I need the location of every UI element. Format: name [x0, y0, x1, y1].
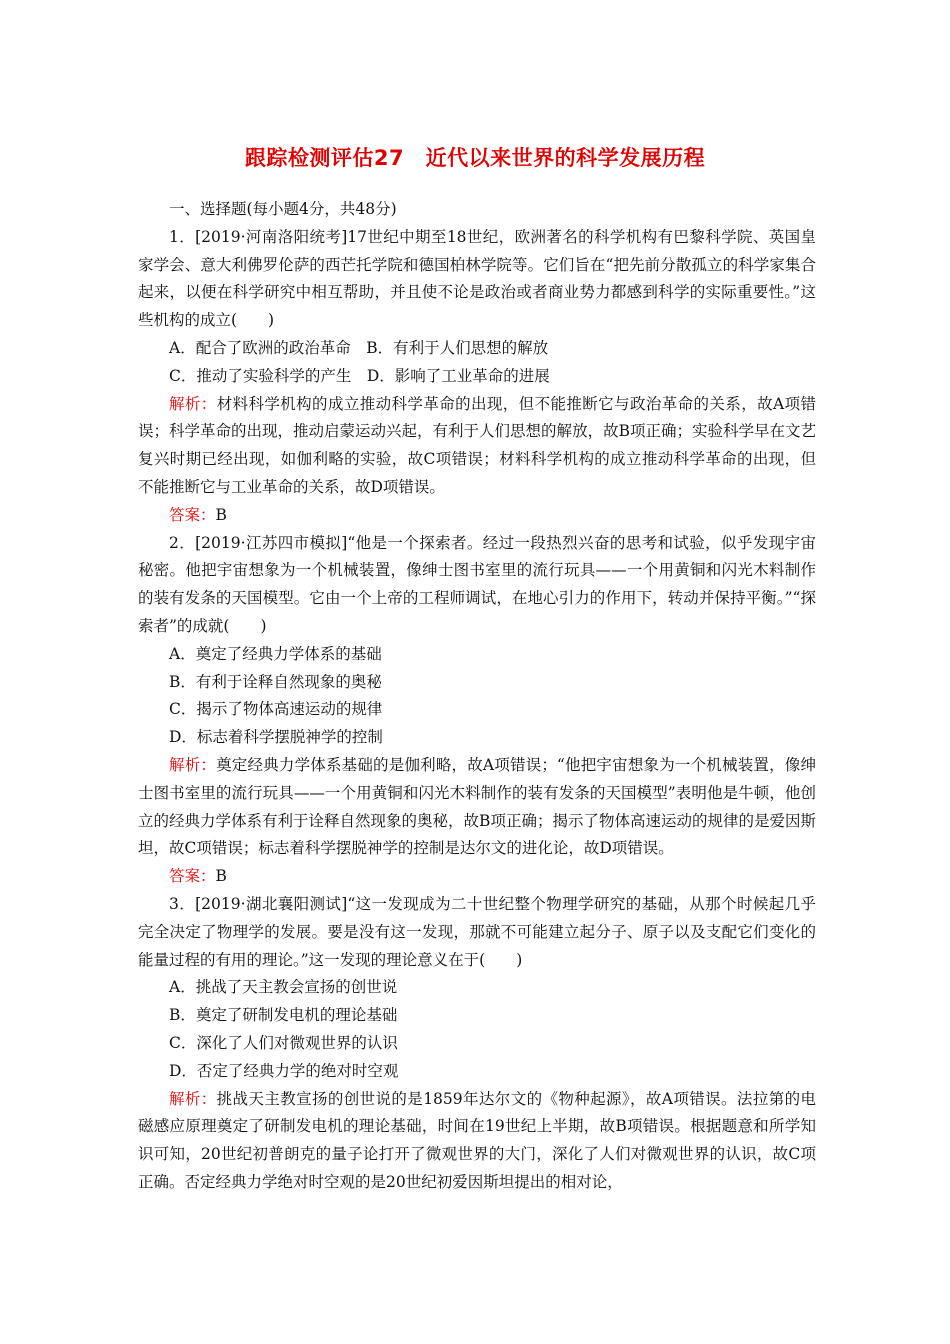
question-1-options-cd: C．推动了实验科学的产生 D．影响了工业革命的进展: [169, 366, 550, 385]
question-1-options-ab: A．配合了欧洲的政治革命 B．有利于人们思想的解放: [169, 338, 549, 357]
question-2-option-c: C．揭示了物体高速运动的规律: [169, 700, 383, 719]
question-2-option-d: D．标志着科学摆脱神学的控制: [169, 728, 383, 747]
page-title: 跟踪检测评估27 近代以来世界的科学发展历程: [244, 146, 706, 170]
question-1-answer: [138, 502, 816, 530]
answer-label: 答案：: [169, 867, 216, 886]
question-1-answer-value: B: [215, 505, 227, 524]
question-3-analysis-text: 挑战天主教宣扬的创世说的是1859年达尔文的《物种起源》，故A项错误。法拉第的电磁感应原理奠定了研制发电机的理论基础，时间在19世纪上半期，故B项错误。根据题意和所学知识可知，20世纪初普朗克的量子论打开了微观世界的大门，深化了人们对微观世界的认识，故C项正确。否定经典力学绝对时空观的是20世纪初爱因斯坦提出的相对论，: [138, 1089, 816, 1191]
analysis-label: 解析：: [169, 394, 217, 413]
section-heading: 一、选择题(每小题4分，共48分): [169, 200, 397, 218]
document-body: [138, 196, 816, 1197]
question-3-option-c: C．深化了人们对微观世界的认识: [169, 1033, 398, 1052]
question-2-answer: [138, 863, 816, 891]
question-3-option-b: B．奠定了研制发电机的理论基础: [169, 1006, 398, 1025]
analysis-label: 解析：: [169, 1089, 217, 1108]
question-3-option-d: D．否定了经典力学的绝对时空观: [169, 1061, 399, 1080]
question-1-analysis: [138, 391, 816, 502]
question-1-analysis-text: 材料科学机构的成立推动科学革命的出现，但不能推断它与政治革命的关系，故A项错误；科学革命的出现，推动启蒙运动兴起，有利于人们思想的解放，故B项正确；实验科学早在文艺复兴时期已经出现，如伽利略的实验，故C项错误；材料科学机构的成立推动科学革命的出现，但不能推断它与工业革命的关系，故D项错误。: [138, 394, 816, 496]
question-3-stem: 3．[2019·湖北襄阳测试]“这一发现成为二十世纪整个物理学研究的基础，从那个时候起几乎完全决定了物理学的发展。要是没有这一发现，那就不可能建立起分子、原子以及支配它们变化的能量过程的有用的理论。”这一发现的理论意义在于( ): [138, 894, 816, 969]
analysis-label: 解析：: [169, 755, 217, 774]
question-2-stem: 2．[2019·江苏四市模拟]“他是一个探索者。经过一段热烈兴奋的思考和试验，似乎发现宇宙秘密。他把宇宙想象为一个机械装置，像绅士图书室里的流行玩具——一个用黄铜和闪光木料制作的装有发条的天国模型。它由一个上帝的工程师调试，在地心引力的作用下，转动并保持平衡。”“探索者”的成就( ): [138, 533, 816, 635]
question-3-option-a: A．挑战了天主教会宣扬的创世说: [169, 978, 398, 997]
question-1-stem: 1．[2019·河南洛阳统考]17世纪中期至18世纪，欧洲著名的科学机构有巴黎科学院、英国皇家学会、意大利佛罗伦萨的西芒托学院和德国柏林学院等。它们旨在“把先前分散孤立的科学家集合起来，以便在科学研究中相互帮助，并且使不论是政治或者商业势力都感到科学的实际重要性。”这些机构的成立( ): [138, 227, 816, 330]
question-2-option-b: B．有利于诠释自然现象的奥秘: [169, 672, 382, 691]
question-2-analysis-text: 奠定经典力学体系基础的是伽利略，故A项错误；“他把宇宙想象为一个机械装置，像绅士图书室里的流行玩具——一个用黄铜和闪光木料制作的装有发条的天国模型”表明他是牛顿，他创立的经典力学体系有利于诠释自然现象的奥秘，故B项正确；揭示了物体高速运动的规律的是爱因斯坦，故C项错误；标志着科学摆脱神学的控制是达尔文的进化论，故D项错误。: [138, 755, 816, 858]
question-3-analysis: [138, 1086, 816, 1197]
question-2-analysis: [138, 752, 816, 863]
answer-label: 答案：: [169, 505, 216, 524]
question-2-option-a: A．奠定了经典力学体系的基础: [169, 644, 382, 663]
question-2-answer-value: B: [215, 867, 227, 886]
